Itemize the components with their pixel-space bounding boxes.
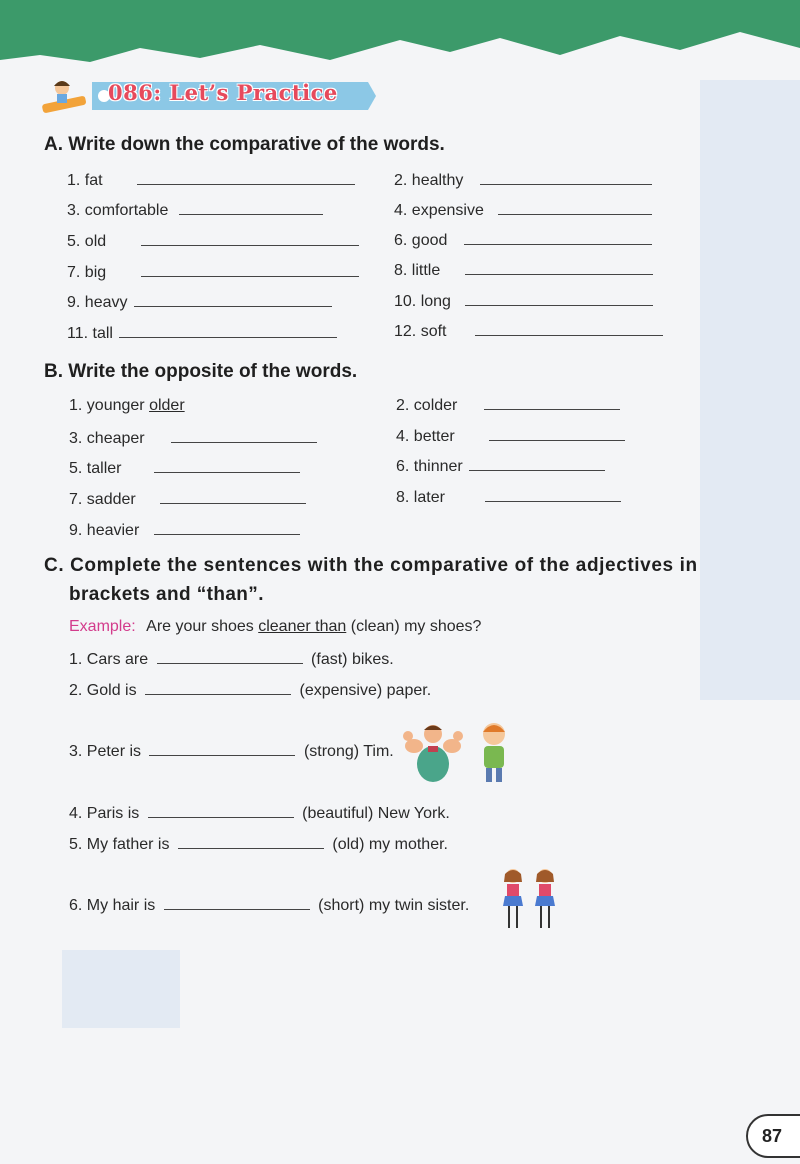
b-item: 2. colder [396, 395, 620, 415]
answer-blank[interactable] [489, 426, 625, 441]
b-item: 4. better [396, 426, 625, 446]
a-item: 10. long [394, 291, 653, 311]
answer-blank[interactable] [178, 834, 324, 849]
background-shade [700, 80, 800, 700]
answer-blank[interactable] [465, 291, 653, 306]
a-item: 11. tall [67, 323, 337, 343]
answer-blank[interactable] [485, 487, 621, 502]
answer-blank[interactable] [498, 200, 652, 215]
answer-blank[interactable] [465, 260, 653, 275]
answer-blank[interactable] [484, 395, 620, 410]
answer-blank[interactable] [480, 170, 652, 185]
answer-blank[interactable] [137, 170, 355, 185]
section-b-letter: B. [44, 361, 63, 382]
section-a-text: Write down the comparative of the words. [68, 134, 445, 155]
answer-blank[interactable] [154, 458, 300, 473]
answer-blank[interactable] [134, 292, 332, 307]
a-item: 5. old [67, 231, 359, 251]
answer-blank[interactable] [464, 230, 652, 245]
section-c-heading-line2: brackets and “than”. [69, 584, 264, 605]
boy-pencil-icon [40, 78, 92, 116]
b-item: 1. younger older [69, 397, 185, 414]
answer-blank[interactable] [157, 649, 303, 664]
sentence-5: 5. My father is (old) my mother. [69, 836, 448, 853]
answer-filled: older [149, 397, 185, 414]
a-item: 2. healthy [394, 170, 652, 190]
sentence-4: 4. Paris is (beautiful) New York. [69, 805, 450, 822]
a-item: 6. good [394, 230, 652, 250]
a-item: 1. fat [67, 170, 355, 190]
background-shade-lower [62, 950, 180, 1028]
a-item: 7. big [67, 262, 359, 282]
b-item: 7. sadder [69, 489, 306, 509]
section-a-heading [44, 134, 445, 156]
section-c-text-line1: Complete the sentences with the comparative of the adjectives in [70, 555, 698, 576]
section-c-heading [44, 555, 698, 577]
boy-illustration [474, 720, 514, 784]
answer-blank[interactable] [171, 428, 317, 443]
a-item: 4. expensive [394, 200, 652, 220]
answer-blank[interactable] [141, 231, 359, 246]
example-line: Example: Are your shoes cleaner than (clean) my shoes? [69, 618, 482, 635]
page-title: 086: Let’s Practice [108, 80, 338, 105]
answer-blank[interactable] [149, 741, 295, 756]
section-a-letter: A. [44, 134, 63, 155]
top-green-band [0, 0, 800, 80]
answer-blank[interactable] [469, 456, 605, 471]
a-item: 12. soft [394, 321, 663, 341]
b-item: 5. taller [69, 458, 300, 478]
answer-blank[interactable] [141, 262, 359, 277]
sentence-2: 2. Gold is (expensive) paper. [69, 682, 432, 699]
answer-blank[interactable] [154, 520, 300, 535]
answer-blank[interactable] [179, 200, 323, 215]
twin-girls-illustration [498, 866, 562, 934]
section-c-letter: C. [44, 555, 65, 576]
section-b-heading [44, 361, 357, 383]
a-item: 9. heavy [67, 292, 332, 312]
example-label: Example: [69, 618, 136, 635]
b-item: 9. heavier [69, 520, 300, 540]
answer-blank[interactable] [475, 321, 663, 336]
b-item: 6. thinner [396, 456, 605, 476]
a-item: 8. little [394, 260, 653, 280]
a-item: 3. comfortable [67, 200, 323, 220]
sentence-3: 3. Peter is (strong) Tim. [69, 743, 394, 760]
b-item: 8. later [396, 487, 621, 507]
page-number: 87 [746, 1114, 800, 1158]
answer-blank[interactable] [119, 323, 337, 338]
section-b-text: Write the opposite of the words. [68, 361, 358, 382]
answer-blank[interactable] [148, 803, 294, 818]
strong-man-illustration [402, 718, 464, 784]
b-item: 3. cheaper [69, 428, 317, 448]
sentence-1: 1. Cars are (fast) bikes. [69, 651, 394, 668]
answer-blank[interactable] [145, 680, 291, 695]
answer-blank[interactable] [164, 895, 310, 910]
example-answer: cleaner than [258, 618, 347, 635]
sentence-6: 6. My hair is (short) my twin sister. [69, 897, 470, 914]
answer-blank[interactable] [160, 489, 306, 504]
